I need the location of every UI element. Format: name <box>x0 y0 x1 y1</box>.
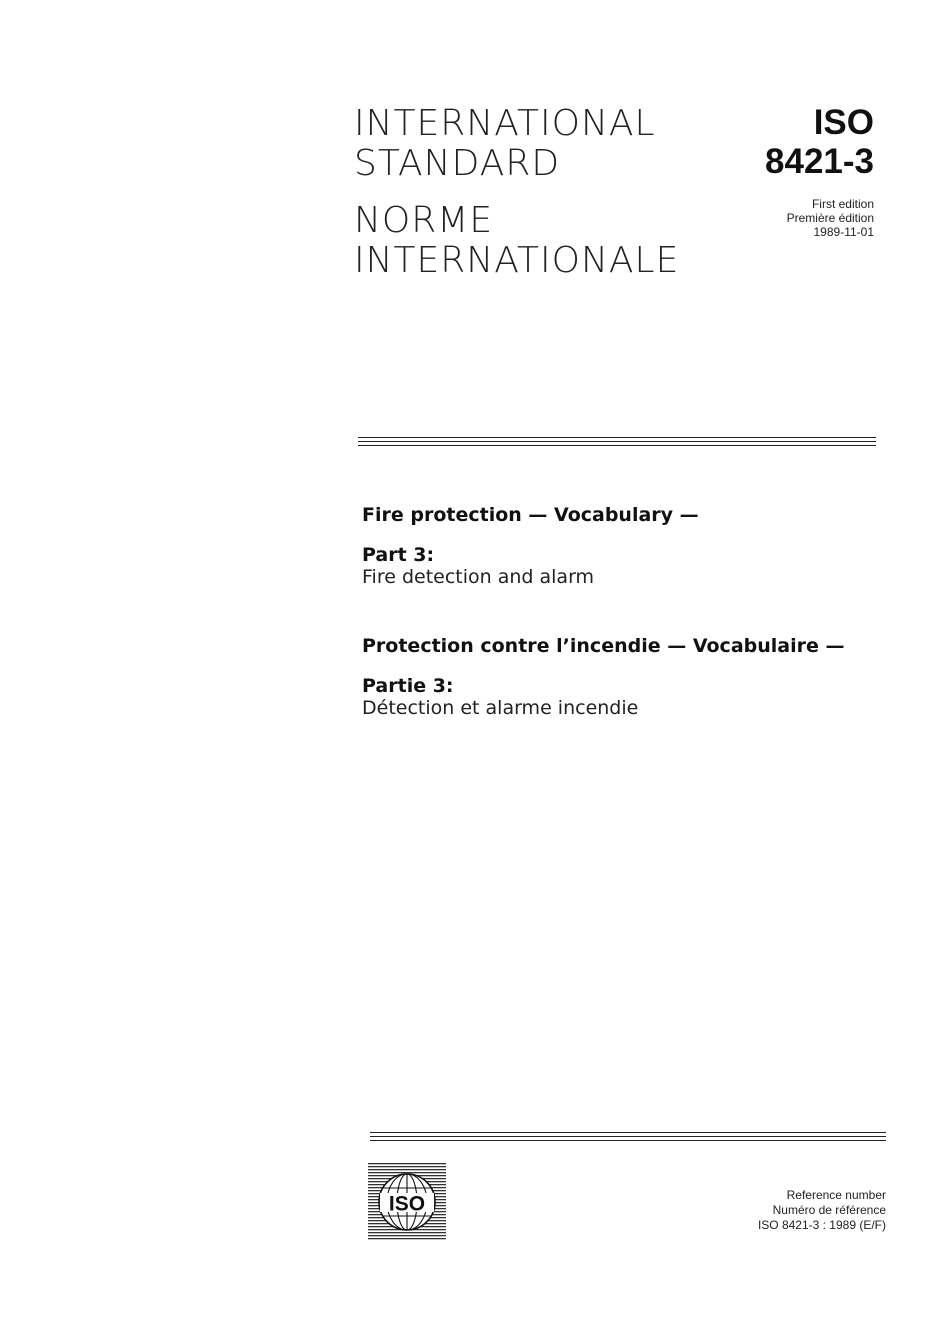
iso-globe-icon <box>368 1163 446 1241</box>
edition-fr: Première édition <box>786 211 874 225</box>
reference-label-en: Reference number <box>786 1188 886 1202</box>
reference-block <box>758 1188 886 1233</box>
title-en-sub: Fire detection and alarm <box>362 566 595 588</box>
bottom-rule-lower <box>370 1140 886 1141</box>
standard-type-fr-line2: INTERNATIONALE <box>354 240 680 281</box>
bottom-rule-middle <box>370 1136 886 1137</box>
iso-label: ISO <box>813 103 874 142</box>
reference-code: ISO 8421-3 : 1989 (E/F) <box>757 1218 886 1232</box>
title-fr-part: Partie 3: <box>362 675 454 697</box>
standard-type-en-line2: STANDARD <box>354 143 561 184</box>
top-rule-upper <box>358 437 876 438</box>
standard-type-en-line1: INTERNATIONAL <box>354 103 656 144</box>
edition-block <box>787 197 874 239</box>
edition-date: 1989-11-01 <box>813 225 874 239</box>
title-en-part: Part 3: <box>362 544 435 566</box>
iso-number: 8421-3 <box>765 142 874 181</box>
top-rule-lower <box>358 445 876 446</box>
bottom-rule-upper <box>370 1132 886 1133</box>
title-fr-sub: Détection et alarme incendie <box>362 697 639 719</box>
standard-type-fr-line1: NORME <box>354 200 494 241</box>
title-fr-main: Protection contre l’incendie — Vocabulaire — <box>362 635 845 657</box>
iso-logo <box>368 1163 446 1241</box>
edition-en: First edition <box>811 197 874 211</box>
title-en-main: Fire protection — Vocabulary — <box>362 504 699 526</box>
top-rule-middle <box>358 441 876 442</box>
reference-label-fr: Numéro de référence <box>772 1203 886 1217</box>
iso-logo-text: ISO <box>388 1192 426 1216</box>
